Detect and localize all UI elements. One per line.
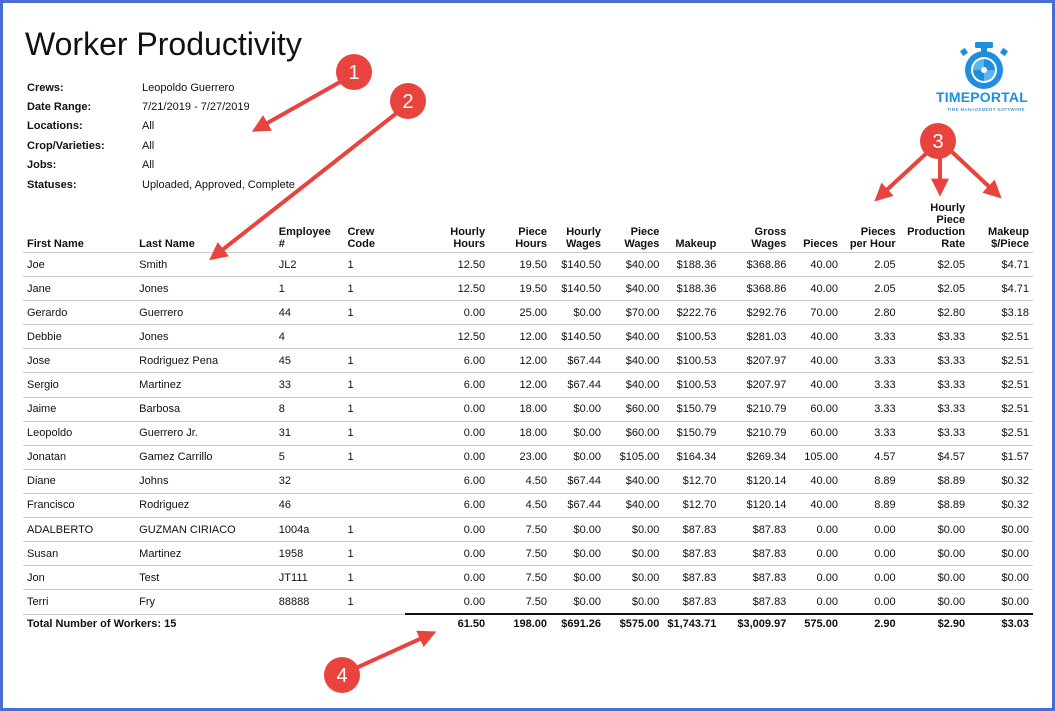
table-cell: Martinez bbox=[135, 373, 275, 397]
table-cell: $100.53 bbox=[663, 349, 720, 373]
filter-label: Date Range: bbox=[27, 101, 92, 114]
table-cell: 0.00 bbox=[405, 445, 489, 469]
table-cell: $87.83 bbox=[720, 590, 790, 615]
table-cell: Guerrero bbox=[135, 301, 275, 325]
table-cell: 1 bbox=[343, 373, 405, 397]
table-cell: $0.00 bbox=[969, 542, 1033, 566]
table-cell: Gerardo bbox=[23, 301, 135, 325]
table-cell: Smith bbox=[135, 253, 275, 277]
filter-label: Jobs: bbox=[27, 159, 57, 172]
table-cell: $0.00 bbox=[605, 518, 663, 542]
arrow-1-icon bbox=[255, 82, 340, 130]
total-cell: 2.90 bbox=[842, 614, 900, 633]
table-cell: $3.33 bbox=[900, 373, 969, 397]
table-cell: $40.00 bbox=[605, 493, 663, 517]
table-cell: 32 bbox=[275, 469, 344, 493]
table-cell: ADALBERTO bbox=[23, 518, 135, 542]
table-cell: 6.00 bbox=[405, 373, 489, 397]
table-cell: Rodriguez Pena bbox=[135, 349, 275, 373]
table-cell: 8.89 bbox=[842, 469, 900, 493]
table-cell: Rodriguez bbox=[135, 493, 275, 517]
table-cell: $87.83 bbox=[663, 590, 720, 615]
column-header: Hourly Piece Production Rate bbox=[907, 202, 966, 250]
table-cell: $12.70 bbox=[663, 493, 720, 517]
table-cell: 0.00 bbox=[790, 518, 842, 542]
column-header: Hourly Hours bbox=[450, 226, 486, 250]
table-cell: 1 bbox=[343, 277, 405, 301]
table-cell: 0.00 bbox=[405, 590, 489, 615]
table-cell: $8.89 bbox=[900, 469, 969, 493]
annotation-4 bbox=[324, 633, 433, 693]
table-cell: Jones bbox=[135, 325, 275, 349]
table-cell: $4.71 bbox=[969, 253, 1033, 277]
table-cell: $0.00 bbox=[551, 590, 605, 615]
table-cell: $0.00 bbox=[551, 421, 605, 445]
table-cell: $292.76 bbox=[720, 301, 790, 325]
total-workers-label: Total Number of Workers: 15 bbox=[27, 618, 177, 631]
table-cell: $4.57 bbox=[900, 445, 969, 469]
table-cell: $105.00 bbox=[605, 445, 663, 469]
table-cell: Guerrero Jr. bbox=[135, 421, 275, 445]
table-cell: 0.00 bbox=[790, 566, 842, 590]
table-cell: 12.50 bbox=[405, 325, 489, 349]
annotation-3 bbox=[877, 123, 999, 199]
table-cell: $150.79 bbox=[663, 397, 720, 421]
table-cell: $40.00 bbox=[605, 253, 663, 277]
table-cell: $0.00 bbox=[551, 397, 605, 421]
column-header: Pieces bbox=[803, 238, 838, 250]
table-cell: 40.00 bbox=[790, 493, 842, 517]
table-cell: $60.00 bbox=[605, 397, 663, 421]
logo-wordmark: TIMEPORTAL bbox=[936, 89, 1028, 105]
table-cell: 3.33 bbox=[842, 397, 900, 421]
table-cell: 12.50 bbox=[405, 277, 489, 301]
badge-4-label: 4 bbox=[336, 665, 348, 687]
table-cell: $87.83 bbox=[720, 542, 790, 566]
filter-value: Leopoldo Guerrero bbox=[142, 81, 235, 94]
table-cell: 1 bbox=[343, 518, 405, 542]
table-cell: 45 bbox=[275, 349, 344, 373]
table-cell: 40.00 bbox=[790, 325, 842, 349]
filter-value: 7/21/2019 - 7/27/2019 bbox=[142, 101, 250, 114]
filter-value: All bbox=[142, 120, 155, 133]
filter-label: Locations: bbox=[27, 120, 83, 133]
annotation-2 bbox=[212, 83, 426, 258]
table-cell: 40.00 bbox=[790, 253, 842, 277]
table-cell: 8.89 bbox=[842, 493, 900, 517]
table-cell: 5 bbox=[275, 445, 344, 469]
table-cell: 40.00 bbox=[790, 349, 842, 373]
total-cell: $3,009.97 bbox=[720, 614, 790, 633]
total-cell: $3.03 bbox=[969, 614, 1033, 633]
total-cell: 575.00 bbox=[790, 614, 842, 633]
table-cell: 19.50 bbox=[489, 253, 551, 277]
table-cell: Debbie bbox=[23, 325, 135, 349]
table-cell: 1 bbox=[343, 421, 405, 445]
table-cell: $2.51 bbox=[969, 373, 1033, 397]
arrow-3a-icon bbox=[877, 150, 930, 199]
table-cell: $87.83 bbox=[663, 518, 720, 542]
table-cell: $40.00 bbox=[605, 325, 663, 349]
badge-3-label: 3 bbox=[932, 131, 944, 153]
table-cell: $0.00 bbox=[969, 590, 1033, 615]
table-cell: 3.33 bbox=[842, 349, 900, 373]
filter-label: Statuses: bbox=[27, 178, 77, 191]
table-cell: JL2 bbox=[275, 253, 344, 277]
table-cell: 12.00 bbox=[489, 373, 551, 397]
table-cell: 1 bbox=[275, 277, 344, 301]
table-cell: 7.50 bbox=[489, 590, 551, 615]
table-cell: $368.86 bbox=[720, 253, 790, 277]
table-cell: $12.70 bbox=[663, 469, 720, 493]
table-cell: 1 bbox=[343, 349, 405, 373]
table-cell: $150.79 bbox=[663, 421, 720, 445]
table-cell: $87.83 bbox=[663, 566, 720, 590]
table-cell: 0.00 bbox=[405, 542, 489, 566]
annotation-1 bbox=[255, 54, 372, 130]
filter-label: Crews: bbox=[27, 81, 64, 94]
table-cell: Jones bbox=[135, 277, 275, 301]
arrow-2-icon bbox=[212, 112, 398, 258]
table-cell: 0.00 bbox=[405, 566, 489, 590]
table-cell: Diane bbox=[23, 469, 135, 493]
table-cell: Martinez bbox=[135, 542, 275, 566]
table-cell: $0.00 bbox=[605, 542, 663, 566]
table-cell: Terri bbox=[23, 590, 135, 615]
table-cell: 0.00 bbox=[405, 518, 489, 542]
table-cell: $0.00 bbox=[605, 566, 663, 590]
column-header: Gross Wages bbox=[751, 226, 787, 250]
table-cell: $100.53 bbox=[663, 373, 720, 397]
table-cell: $0.32 bbox=[969, 469, 1033, 493]
table-cell: $67.44 bbox=[551, 469, 605, 493]
column-header: Piece Wages bbox=[624, 226, 660, 250]
table-cell: $40.00 bbox=[605, 277, 663, 301]
table-cell: Barbosa bbox=[135, 397, 275, 421]
table-cell: $120.14 bbox=[720, 469, 790, 493]
table-cell: Joe bbox=[23, 253, 135, 277]
table-cell: $0.00 bbox=[551, 301, 605, 325]
table-cell: $281.03 bbox=[720, 325, 790, 349]
table-cell: 3.33 bbox=[842, 421, 900, 445]
table-cell: $67.44 bbox=[551, 493, 605, 517]
filter-value: Uploaded, Approved, Complete bbox=[142, 178, 295, 191]
total-cell: 198.00 bbox=[489, 614, 551, 633]
table-cell: $188.36 bbox=[663, 253, 720, 277]
filter-label: Crop/Varieties: bbox=[27, 139, 105, 152]
table-cell: $164.34 bbox=[663, 445, 720, 469]
table-cell: Susan bbox=[23, 542, 135, 566]
table-cell: $87.83 bbox=[663, 542, 720, 566]
table-cell: 60.00 bbox=[790, 421, 842, 445]
table-cell: 2.80 bbox=[842, 301, 900, 325]
badge-1-label: 1 bbox=[348, 62, 360, 84]
column-header: Employee # bbox=[278, 226, 331, 250]
table-cell: 12.00 bbox=[489, 349, 551, 373]
table-cell: $0.00 bbox=[605, 590, 663, 615]
table-cell: Test bbox=[135, 566, 275, 590]
table-cell: 2.05 bbox=[842, 277, 900, 301]
column-header: Last Name bbox=[139, 238, 195, 250]
table-cell: $2.51 bbox=[969, 397, 1033, 421]
table-cell: $0.00 bbox=[900, 542, 969, 566]
column-header: Hourly Wages bbox=[565, 226, 602, 250]
table-cell: Sergio bbox=[23, 373, 135, 397]
table-cell: $0.00 bbox=[551, 445, 605, 469]
table-cell: 7.50 bbox=[489, 518, 551, 542]
table-cell: 0.00 bbox=[842, 518, 900, 542]
table-cell: $100.53 bbox=[663, 325, 720, 349]
table-cell: $40.00 bbox=[605, 349, 663, 373]
table-cell: 0.00 bbox=[405, 301, 489, 325]
table-cell: $0.00 bbox=[900, 590, 969, 615]
table-cell: $3.33 bbox=[900, 421, 969, 445]
table-cell: $67.44 bbox=[551, 349, 605, 373]
table-cell: $207.97 bbox=[720, 373, 790, 397]
table-cell: 31 bbox=[275, 421, 344, 445]
table-cell: 18.00 bbox=[489, 397, 551, 421]
column-header: Pieces per Hour bbox=[849, 226, 896, 250]
table-cell: 6.00 bbox=[405, 469, 489, 493]
table-cell: 6.00 bbox=[405, 349, 489, 373]
table-cell: 1 bbox=[343, 301, 405, 325]
table-cell: $0.32 bbox=[969, 493, 1033, 517]
table-cell: JT111 bbox=[275, 566, 344, 590]
table-cell: $3.18 bbox=[969, 301, 1033, 325]
table-cell: 4.50 bbox=[489, 493, 551, 517]
table-cell: GUZMAN CIRIACO bbox=[135, 518, 275, 542]
table-cell: 1004a bbox=[275, 518, 344, 542]
table-cell: 3.33 bbox=[842, 325, 900, 349]
table-cell: 12.00 bbox=[489, 325, 551, 349]
table-cell: 18.00 bbox=[489, 421, 551, 445]
table-cell: $2.80 bbox=[900, 301, 969, 325]
table-cell: $222.76 bbox=[663, 301, 720, 325]
table-cell: 7.50 bbox=[489, 542, 551, 566]
table-cell: Leopoldo bbox=[23, 421, 135, 445]
table-cell: Jonatan bbox=[23, 445, 135, 469]
table-cell: $210.79 bbox=[720, 421, 790, 445]
table-cell: 0.00 bbox=[405, 397, 489, 421]
table-cell: 6.00 bbox=[405, 493, 489, 517]
table-cell: Jose bbox=[23, 349, 135, 373]
table-cell: 0.00 bbox=[405, 421, 489, 445]
table-cell: 19.50 bbox=[489, 277, 551, 301]
column-header: Crew Code bbox=[347, 226, 375, 250]
table-cell: Gamez Carrillo bbox=[135, 445, 275, 469]
table-cell: $70.00 bbox=[605, 301, 663, 325]
table-cell: 0.00 bbox=[842, 566, 900, 590]
table-cell: $140.50 bbox=[551, 325, 605, 349]
table-cell: 1 bbox=[343, 542, 405, 566]
table-cell: $0.00 bbox=[900, 518, 969, 542]
total-cell: $575.00 bbox=[605, 614, 663, 633]
report-title: Worker Productivity bbox=[25, 26, 302, 62]
filter-value: All bbox=[142, 159, 155, 172]
table-cell: 0.00 bbox=[790, 590, 842, 615]
table-cell: $87.83 bbox=[720, 518, 790, 542]
table-cell: 8 bbox=[275, 397, 344, 421]
table-cell: $140.50 bbox=[551, 253, 605, 277]
table-cell: $2.51 bbox=[969, 421, 1033, 445]
total-cell: $691.26 bbox=[551, 614, 605, 633]
table-cell: $269.34 bbox=[720, 445, 790, 469]
total-cell: $2.90 bbox=[900, 614, 969, 633]
column-header: Makeup bbox=[675, 238, 717, 250]
table-cell: $140.50 bbox=[551, 277, 605, 301]
table-cell: 3.33 bbox=[842, 373, 900, 397]
table-cell: 44 bbox=[275, 301, 344, 325]
table-cell: $2.51 bbox=[969, 349, 1033, 373]
table-cell: $207.97 bbox=[720, 349, 790, 373]
arrow-3c-icon bbox=[950, 150, 999, 196]
filter-value: All bbox=[142, 139, 155, 152]
column-header: Makeup $/Piece bbox=[988, 226, 1029, 250]
arrow-4-icon bbox=[356, 633, 433, 668]
table-cell: 70.00 bbox=[790, 301, 842, 325]
table-cell: 12.50 bbox=[405, 253, 489, 277]
table-cell: $60.00 bbox=[605, 421, 663, 445]
table-cell: Jaime bbox=[23, 397, 135, 421]
table-cell: 46 bbox=[275, 493, 344, 517]
table-cell: 40.00 bbox=[790, 469, 842, 493]
table-cell: $120.14 bbox=[720, 493, 790, 517]
table-cell: 4 bbox=[275, 325, 344, 349]
table-cell: Fry bbox=[135, 590, 275, 615]
table-cell: $2.05 bbox=[900, 277, 969, 301]
table-cell: 1 bbox=[343, 253, 405, 277]
table-cell: 0.00 bbox=[842, 590, 900, 615]
table-cell: $67.44 bbox=[551, 373, 605, 397]
table-cell: $3.33 bbox=[900, 349, 969, 373]
table-cell: $40.00 bbox=[605, 469, 663, 493]
table-cell: $0.00 bbox=[551, 518, 605, 542]
table-cell: 7.50 bbox=[489, 566, 551, 590]
table-cell: Jon bbox=[23, 566, 135, 590]
total-cell: 61.50 bbox=[405, 614, 489, 633]
table-cell: $3.33 bbox=[900, 397, 969, 421]
table-cell: $4.71 bbox=[969, 277, 1033, 301]
table-cell: 1958 bbox=[275, 542, 344, 566]
table-cell: 23.00 bbox=[489, 445, 551, 469]
table-cell: $188.36 bbox=[663, 277, 720, 301]
table-cell: 0.00 bbox=[842, 542, 900, 566]
table-cell: Johns bbox=[135, 469, 275, 493]
table-cell: $2.05 bbox=[900, 253, 969, 277]
table-cell: 1 bbox=[343, 566, 405, 590]
table-cell: 25.00 bbox=[489, 301, 551, 325]
table-cell: 1 bbox=[343, 397, 405, 421]
table-cell: $3.33 bbox=[900, 325, 969, 349]
table-cell: 40.00 bbox=[790, 277, 842, 301]
table-cell: $368.86 bbox=[720, 277, 790, 301]
table-cell: $210.79 bbox=[720, 397, 790, 421]
table-cell: 2.05 bbox=[842, 253, 900, 277]
badge-2-label: 2 bbox=[402, 91, 414, 113]
table-cell: 88888 bbox=[275, 590, 344, 615]
total-cell: $1,743.71 bbox=[663, 614, 720, 633]
table-cell: 0.00 bbox=[790, 542, 842, 566]
table-cell: $0.00 bbox=[969, 518, 1033, 542]
table-cell: Jane bbox=[23, 277, 135, 301]
table-cell: $0.00 bbox=[900, 566, 969, 590]
table-cell: 40.00 bbox=[790, 373, 842, 397]
table-cell: 1 bbox=[343, 590, 405, 615]
table-cell: 105.00 bbox=[790, 445, 842, 469]
table-cell: 4.50 bbox=[489, 469, 551, 493]
table-cell: Francisco bbox=[23, 493, 135, 517]
table-cell: $2.51 bbox=[969, 325, 1033, 349]
logo-tagline: TIME MANAGEMENT SOFTWARE bbox=[947, 107, 1025, 112]
table-cell: $87.83 bbox=[720, 566, 790, 590]
column-header: First Name bbox=[27, 238, 84, 250]
table-cell: 60.00 bbox=[790, 397, 842, 421]
table-cell: $40.00 bbox=[605, 373, 663, 397]
table-cell: $8.89 bbox=[900, 493, 969, 517]
table-cell: $0.00 bbox=[551, 542, 605, 566]
table-cell: $0.00 bbox=[969, 566, 1033, 590]
table-cell: $1.57 bbox=[969, 445, 1033, 469]
table-cell: 33 bbox=[275, 373, 344, 397]
table-cell: 1 bbox=[343, 445, 405, 469]
column-header: Piece Hours bbox=[515, 226, 547, 250]
table-cell: 4.57 bbox=[842, 445, 900, 469]
table-cell: $0.00 bbox=[551, 566, 605, 590]
